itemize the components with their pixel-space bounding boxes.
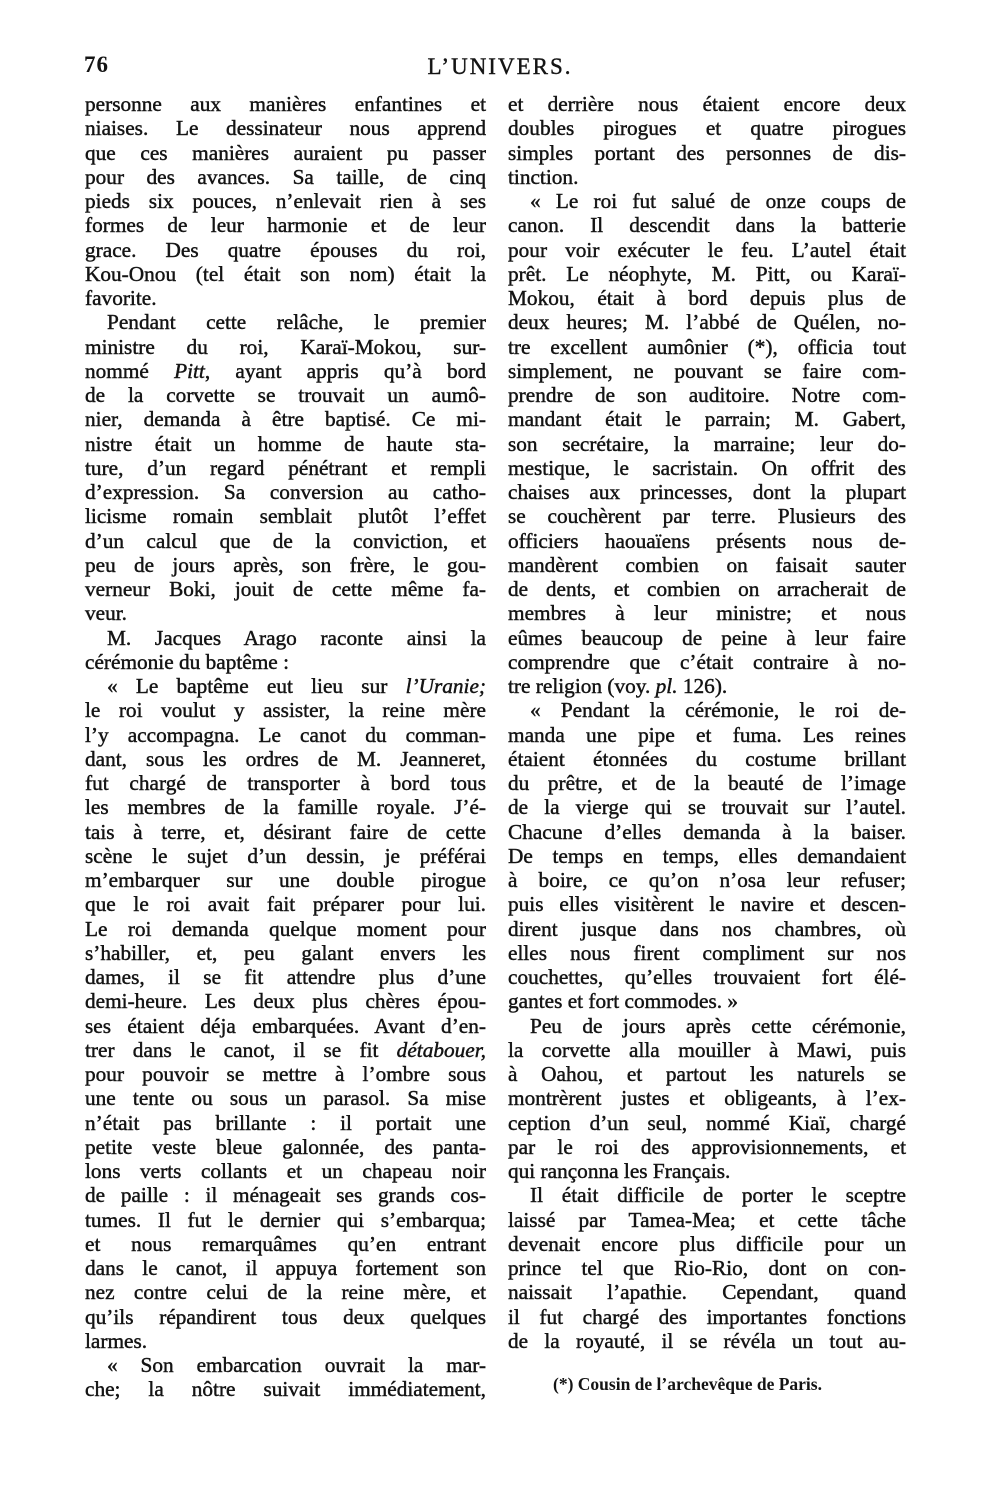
- text-line: cérémonie du baptême :: [85, 649, 290, 674]
- text-line: de la royauté, il se révéla un tout au-: [508, 1328, 906, 1353]
- italic-text: l’Uranie;: [405, 674, 486, 698]
- text-line: une tente ou sous un parasol. Sa mise: [85, 1086, 486, 1111]
- text-line: deux heures; M. l’abbé de Quélen, no-: [508, 310, 906, 335]
- text-line: elles nous firent compliment sur nos: [508, 940, 906, 965]
- text-line: à boire, ce qu’on n’osa leur refuser;: [508, 868, 906, 892]
- text-line: mandèrent combien on faisait sauter: [508, 552, 906, 577]
- text-line: gantes et fort commodes. »: [508, 989, 739, 1014]
- text-line: que le roi avait fait préparer pour lui.: [85, 892, 486, 917]
- text-line: couchettes, qu’elles trouvaient fort élé-: [508, 965, 906, 989]
- text-line: se couchèrent par terre. Plusieurs des: [508, 504, 906, 529]
- text-line: du prêtre, et de la beauté de l’image: [508, 771, 906, 795]
- text-line: la corvette alla mouiller à Mawi, puis: [508, 1037, 906, 1062]
- text-line: pieds six pouces, n’enlevait rien à ses: [85, 189, 486, 213]
- text-line: n’était pas brillante : il portait une: [85, 1110, 486, 1135]
- text-line: Peu de jours après cette cérémonie,: [530, 1013, 906, 1038]
- text-line: que ces manières auraient pu passer: [85, 140, 486, 165]
- text-line: qui rançonna les Français.: [508, 1159, 731, 1183]
- text-line: ses étaient déja embarquées. Avant d’en-: [85, 1013, 486, 1038]
- text-line: prendre de son auditoire. Notre com-: [508, 383, 906, 407]
- text-line: manda une pipe et fuma. Les reines: [508, 722, 906, 747]
- text-line: simples portant des personnes de dis-: [508, 140, 906, 165]
- left-column: [85, 92, 486, 1402]
- text-line: [85, 1038, 486, 1062]
- text-line: à Oahou, et partout les naturels se: [508, 1062, 906, 1086]
- text-line: et nous remarquâmes qu’en entrant: [85, 1231, 486, 1256]
- text-line: prince tel que Rio-Rio, dont on con-: [508, 1256, 906, 1280]
- text-line: devenait encore plus difficile pour un: [508, 1231, 906, 1256]
- running-head: L’UNIVERS.: [427, 54, 573, 79]
- footnote: (*) Cousin de l’archevêque de Paris.: [553, 1374, 822, 1394]
- text-line: dant, sous les ordres de M. Jeanneret,: [85, 746, 486, 771]
- right-column: [508, 92, 906, 1353]
- text-line: pour des avances. Sa taille, de cinq: [85, 164, 486, 189]
- text-line: étaient étonnées du costume brillant: [508, 746, 906, 771]
- text-line: demi-heure. Les deux plus chères épou-: [85, 989, 486, 1014]
- text-line: peu de jours après, son frère, le gou-: [85, 552, 486, 577]
- text-line: [85, 674, 486, 698]
- text-line: « Son embarcation ouvrait la mar-: [107, 1353, 486, 1377]
- text-line: de la corvette se trouvait un aumô-: [85, 383, 486, 407]
- text-segment: 126).: [677, 674, 728, 698]
- text-line: formes de leur harmonie et de leur: [85, 213, 486, 238]
- text-line: par le roi des approvisionnements, et: [508, 1134, 906, 1159]
- text-line: che; la nôtre suivait immédiatement,: [85, 1377, 486, 1402]
- text-line: il fut chargé des importantes fonctions: [508, 1304, 906, 1329]
- text-line: ministre du roi, Karaï-Mokou, sur-: [85, 334, 486, 359]
- text-line: Il était difficile de porter le sceptre: [530, 1183, 906, 1208]
- text-line: petite veste bleue galonnée, des panta-: [85, 1134, 486, 1159]
- italic-text: pl.: [655, 674, 678, 698]
- text-line: ture, d’un regard pénétrant et rempli: [85, 455, 486, 480]
- text-line: laissé par Tamea-Mea; et cette tâche: [508, 1207, 906, 1232]
- text-line: dames, il se fit attendre plus d’une: [85, 965, 486, 989]
- text-line: naissait l’apathie. Cependant, quand: [508, 1280, 906, 1305]
- text-line: M. Jacques Arago raconte ainsi la: [107, 625, 486, 650]
- text-line: prêt. Le néophyte, M. Pitt, ou Karaï-: [508, 261, 906, 286]
- text-line: montrèrent justes et obligeants, à l’ex-: [508, 1086, 906, 1111]
- text-line: dirent jusque dans nos chambres, où: [508, 916, 906, 941]
- text-line: scène le sujet d’un dessin, je préférai: [85, 843, 486, 868]
- text-line: « Le roi fut salué de onze coups de: [530, 189, 906, 213]
- text-line: veur.: [85, 601, 127, 626]
- text-line: Chacune d’elles demanda à la baiser.: [508, 819, 906, 844]
- text-segment: « Le baptême eut lieu sur: [107, 674, 406, 698]
- text-line: De temps en temps, elles demandaient: [508, 843, 906, 868]
- text-line: « Pendant la cérémonie, le roi de-: [530, 698, 906, 723]
- text-line: qu’ils répandirent tous deux quelques: [85, 1304, 486, 1329]
- text-line: nistre était un homme de haute sta-: [85, 431, 486, 456]
- text-line: comprendre que c’était contraire à no-: [508, 649, 906, 674]
- text-line: eûmes beaucoup de peine à leur faire: [508, 625, 906, 650]
- text-line: d’un calcul que de la conviction, et: [85, 528, 486, 553]
- text-line: de la vierge qui se trouvait sur l’autel.: [508, 795, 906, 820]
- text-line: l’y accompagna. Le canot du comman-: [85, 722, 486, 747]
- text-line: niaises. Le dessinateur nous apprend: [85, 116, 486, 141]
- text-line: verneur Boki, jouit de cette même fa-: [85, 577, 486, 601]
- text-line: mestique, le sacristain. On offrit des: [508, 455, 906, 480]
- text-line: de dents, et combien on arracherait de: [508, 577, 906, 601]
- text-line: d’expression. Sa conversion au catho-: [85, 480, 486, 504]
- text-line: ception d’un seul, nommé Kiaï, chargé: [508, 1110, 906, 1135]
- text-line: larmes.: [85, 1328, 148, 1353]
- text-line: Mokou, était à bord depuis plus de: [508, 286, 906, 310]
- text-line: tre excellent aumônier (*), officia tout: [508, 334, 906, 359]
- text-line: les membres de la famille royale. J’é-: [85, 795, 486, 820]
- text-line: tumes. Il fut le dernier qui s’embarqua;: [85, 1207, 486, 1232]
- text-line: le roi voulut y assister, la reine mère: [85, 698, 486, 723]
- text-line: favorite.: [85, 286, 157, 310]
- text-line: pour voir exécuter le feu. L’autel était: [508, 237, 906, 262]
- text-line: fut chargé de transporter à bord tous: [85, 771, 486, 795]
- text-line: officiers haouaïens présents nous de-: [508, 528, 906, 553]
- text-line: puis elles visitèrent le navire et descen-: [508, 892, 906, 917]
- text-line: m’embarquer sur une double pirogue: [85, 868, 486, 892]
- text-line: mandant était le parrain; M. Gabert,: [508, 407, 906, 432]
- text-line: doubles pirogues et quatre pirogues: [508, 116, 906, 141]
- text-line: personne aux manières enfantines et: [85, 92, 486, 116]
- text-line: tais à terre, et, désirant faire de cette: [85, 819, 486, 844]
- text-line: et derrière nous étaient encore deux: [508, 92, 906, 116]
- text-segment: nommé: [85, 358, 175, 383]
- text-segment: tre religion (voy.: [508, 674, 656, 698]
- text-line: licisme romain semblait plutôt l’effet: [85, 504, 486, 529]
- text-line: Le roi demanda quelque moment pour: [85, 916, 486, 941]
- text-line: pour pouvoir se mettre à l’ombre sous: [85, 1062, 486, 1086]
- italic-text: détabouer,: [396, 1037, 486, 1062]
- text-segment: trer dans le canot, il se fit: [85, 1037, 397, 1062]
- text-line: son secrétaire, la marraine; leur do-: [508, 431, 906, 456]
- text-line: de paille : il ménageait ses grands cos-: [85, 1183, 486, 1208]
- text-line: chaises aux princesses, dont la plupart: [508, 480, 906, 504]
- text-line: simplement, ne pouvant se faire com-: [508, 358, 906, 383]
- text-line: nier, demanda à être baptisé. Ce mi-: [85, 407, 486, 432]
- text-line: s’habiller, et, peu galant envers les: [85, 940, 486, 965]
- text-line: grace. Des quatre épouses du roi,: [85, 237, 486, 262]
- italic-text: Pitt: [174, 358, 205, 383]
- text-line: Kou-Onou (tel était son nom) était la: [85, 261, 486, 286]
- text-line: [85, 359, 486, 383]
- text-line: membres à leur ministre; et nous: [508, 601, 906, 626]
- page-number: 76: [84, 52, 109, 77]
- text-line: canon. Il descendit dans la batterie: [508, 213, 906, 238]
- text-line: [508, 674, 906, 698]
- text-line: dans le canot, il appuya fortement son: [85, 1256, 486, 1280]
- text-segment: , ayant appris qu’à bord: [204, 358, 486, 383]
- text-line: tinction.: [508, 164, 579, 189]
- text-line: nez contre celui de la reine mère, et: [85, 1280, 486, 1305]
- text-line: Pendant cette relâche, le premier: [107, 310, 486, 335]
- text-line: lons verts collants et un chapeau noir: [85, 1159, 486, 1183]
